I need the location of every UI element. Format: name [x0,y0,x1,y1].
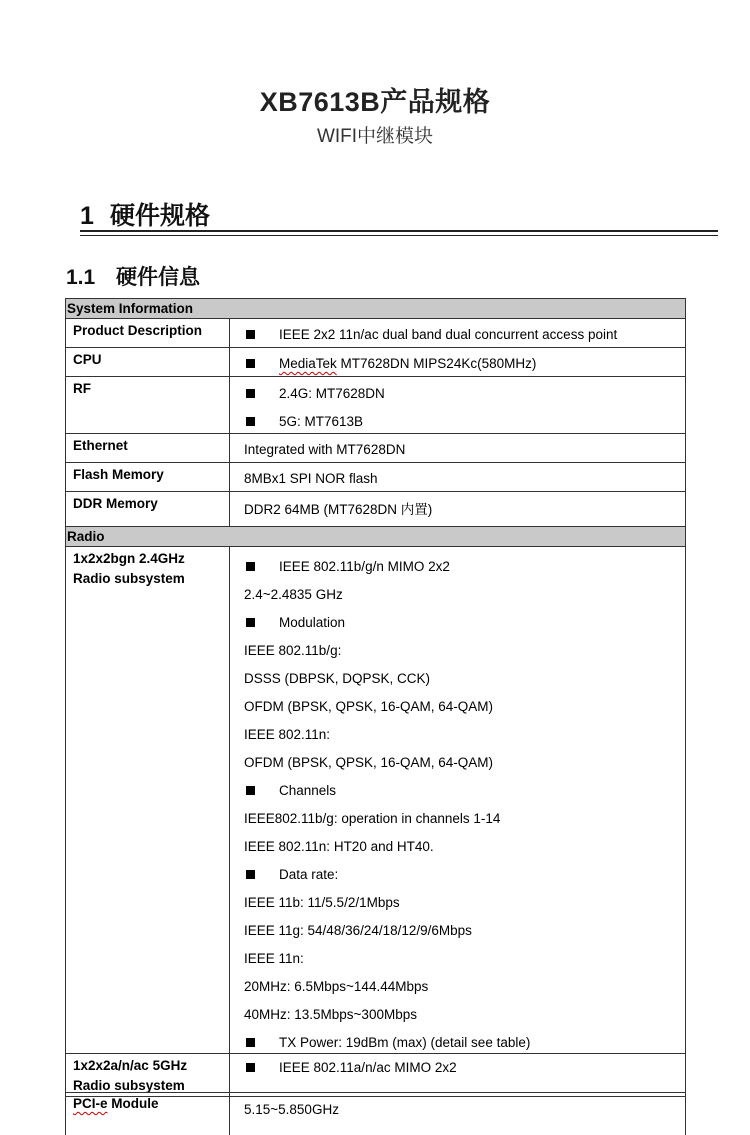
value-line: DSSS (DBPSK, DQPSK, CCK) [244,671,431,686]
bullet-line: TX Power: 19dBm (max) (detail see table) [244,1029,685,1057]
row-label: CPU [66,348,230,377]
value-line: IEEE 802.11n: HT20 and HT40. [244,839,434,854]
bullet-line: 5G: MT7613B [244,408,685,436]
subsection-number: 1.1 [66,266,96,289]
bullet-line: Modulation [244,609,685,637]
value-line: IEEE802.11b/g: operation in channels 1-14 [244,811,501,826]
value-line: IEEE 11n: [244,951,304,966]
row-label-line: Radio subsystem [73,571,185,586]
value-line: OFDM (BPSK, QPSK, 16-QAM, 64-QAM) [244,755,494,770]
bullet-line: 2.4G: MT7628DN [244,380,685,408]
table-row [66,348,686,377]
row-value [230,434,686,463]
value-line: OFDM (BPSK, QPSK, 16-QAM, 64-QAM) [244,699,494,714]
row-label: RF [66,377,230,434]
table-row [66,492,686,527]
table-row [66,1093,686,1135]
subsection-title: 硬件信息 [116,266,200,289]
bullet-line: Data rate: [244,861,685,889]
row-value [230,547,686,1054]
section-number: 1 [80,202,94,230]
section-heading-1 [80,196,210,232]
value-line: 20MHz: 6.5Mbps~144.44Mbps [244,979,429,994]
row-label-text: Module [107,1096,159,1111]
pcie-spec-table [65,1092,686,1135]
value-line: 40MHz: 13.5Mbps~300Mbps [244,1007,417,1022]
value-line: 2.4~2.4835 GHz [244,587,343,602]
value-line: Integrated with MT7628DN [244,442,406,457]
subsection-heading [66,261,200,291]
value-line: DDR2 64MB (MT7628DN 内置) [244,502,433,517]
row-label: DDR Memory [66,492,230,527]
section-title: 硬件规格 [110,202,211,230]
row-value [230,492,686,527]
row-label [66,1093,230,1135]
row-value [230,377,686,434]
value-line: IEEE 802.11n: [244,727,331,742]
row-label: Flash Memory [66,463,230,492]
spellcheck-word: PCI-e [73,1096,108,1111]
section-row-radio [66,527,686,547]
row-value [230,319,686,348]
row-label-line: 1x2x2a/n/ac 5GHz [73,1058,188,1073]
value-line: IEEE 802.11b/g: [244,643,342,658]
section-row-system [66,299,686,319]
row-value [230,1054,686,1097]
heading-divider [80,230,718,236]
value-line: 8MBx1 SPI NOR flash [244,471,378,486]
table-row [66,547,686,1054]
row-label-line: Radio subsystem [73,1078,185,1093]
bullet-line: Channels [244,777,685,805]
document-subtitle: WIFI中继模块 [316,126,434,147]
row-label [66,547,230,1054]
table-row [66,319,686,348]
bullet-line: IEEE 2x2 11n/ac dual band dual concurrent access point [244,321,685,349]
row-value [230,1093,686,1135]
section-header: System Information [66,299,686,319]
bullet-line: IEEE 802.11a/n/ac MIMO 2x2 [244,1054,685,1082]
cpu-model: MT7628DN MIPS24Kc(580MHz) [336,356,537,371]
table-row [66,377,686,434]
row-label: Ethernet [66,434,230,463]
row-label [66,1054,230,1097]
value-line: IEEE 11g: 54/48/36/24/18/12/9/6Mbps [244,923,472,938]
value-line: 5.15~5.850GHz [244,1102,339,1117]
row-label: Product Description [66,319,230,348]
spellcheck-word: MediaTek [279,356,337,371]
table-row [66,1054,686,1097]
row-value [230,463,686,492]
bullet-line: IEEE 802.11b/g/n MIMO 2x2 [244,553,685,581]
section-header: Radio [66,527,686,547]
value-line: IEEE 11b: 11/5.5/2/1Mbps [244,895,400,910]
bullet-line [244,350,685,378]
row-label-line: 1x2x2bgn 2.4GHz [73,551,185,566]
hardware-spec-table [65,298,686,1097]
table-row [66,463,686,492]
document-title: XB7613B产品规格 [259,87,491,117]
row-value [230,348,686,377]
table-row [66,434,686,463]
